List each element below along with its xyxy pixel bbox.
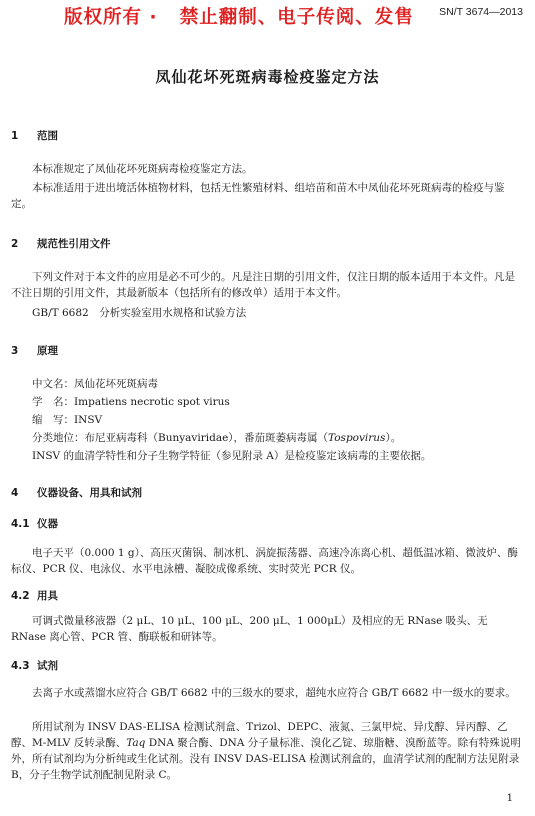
reagents-list-part-1: 所用试剂为 INSV DAS-ELISA 检测试剂盒、Trizol、DEPC、液氮、三氯甲烷、异戊醇、异丙醇、乙醇、M-MLV 反转录酶、 [11, 721, 508, 749]
subsection-4-1-heading [11, 516, 58, 531]
chinese-name: 中文名：凤仙花坏死斑病毒 [32, 378, 158, 390]
document-title: 凤仙花坏死斑病毒检疫鉴定方法 [155, 68, 380, 86]
section-2-heading [11, 236, 111, 251]
section-1-paragraph-1: 本标准规定了凤仙花坏死斑病毒检疫鉴定方法。 [32, 163, 253, 175]
subsection-title: 试剂 [37, 660, 58, 672]
classification-end: ）。 [385, 432, 402, 444]
subsection-number: 4.3 [11, 660, 30, 672]
abbreviation: 缩 写：INSV [32, 414, 103, 426]
section-title: 仪器设备、用具和试剂 [37, 487, 142, 499]
reagents-list-text [11, 719, 523, 783]
classification-text: 分类地位：布尼亚病毒科（Bunyaviridae），番茄斑萎病毒属（ [32, 432, 329, 444]
subsection-title: 仪器 [37, 518, 58, 530]
section-3-heading [11, 343, 58, 358]
genus-name: Tospovirus [328, 432, 386, 444]
scientific-name [11, 394, 535, 410]
identification-basis: INSV 的血清学特性和分子生物学特征（参见附录 A）是检疫鉴定该病毒的主要依据。 [32, 450, 432, 462]
standard-number: SN/T 3674—2013 [439, 6, 523, 18]
page-number: 1 [506, 793, 513, 804]
tools-text: 可调式微量移液器（2 μL、10 μL、100 μL、200 μL、1 000μL）及相应的无 RNase 吸头、无 RNase 离心管、PCR 管、酶联板和研钵等。 [11, 615, 488, 643]
section-title: 规范性引用文件 [37, 238, 111, 250]
subsection-number: 4.2 [11, 590, 30, 602]
section-4-heading [11, 485, 142, 500]
classification [11, 430, 535, 446]
subsection-title: 用具 [37, 590, 58, 602]
reagents-list-part-2: DNA 聚合酶、DNA 分子量标准、溴化乙锭、琼脂糖、溴酚蓝等。除有特殊说明外，所有试剂均为分析纯或生化试剂。没有 INSV DAS-ELISA 检测试剂盒的，血清学试剂的配制方法见附录 B，分子生物学试剂配制见附录 C。 [11, 737, 521, 781]
instruments-text: 电子天平（0.000 1 g）、高压灭菌锅、制冰机、涡旋振荡器、高速冷冻离心机、超低温冰箱、微波炉、酶标仪、PCR 仪、电泳仪、水平电泳槽、凝胶成像系统、实时荧光 PCR 仪。 [11, 547, 518, 575]
taq-italic: Taq [126, 737, 146, 749]
scientific-name-value: Impatiens necrotic spot virus [74, 396, 230, 408]
section-number: 3 [11, 345, 19, 357]
subsection-4-2-heading [11, 588, 58, 603]
section-number: 4 [11, 487, 19, 499]
section-title: 原理 [37, 345, 58, 357]
section-1-heading [11, 128, 58, 143]
section-number: 2 [11, 238, 19, 250]
subsection-number: 4.1 [11, 518, 30, 530]
section-title: 范围 [37, 130, 58, 142]
copyright-watermark: 版权所有 · 禁止翻制、电子传阅、发售 [64, 7, 414, 28]
section-number: 1 [11, 130, 19, 142]
section-1-paragraph-2: 本标准适用于进出境活体植物材料，包括无性繁殖材料、组培苗和苗木中凤仙花坏死斑病毒的检疫与鉴定。 [11, 182, 505, 210]
normative-reference: GB/T 6682 分析实验室用水规格和试验方法 [32, 307, 247, 319]
scientific-name-label: 学 名： [32, 396, 74, 408]
subsection-4-3-heading [11, 658, 58, 673]
reagents-water-text: 去离子水或蒸馏水应符合 GB/T 6682 中的三级水的要求，超纯水应符合 GB/T 6682 中一级水的要求。 [32, 687, 516, 699]
section-2-paragraph: 下列文件对于本文件的应用是必不可少的。凡是注日期的引用文件，仅注日期的版本适用于本文件。凡是不注日期的引用文件，其最新版本（包括所有的修改单）适用于本文件。 [11, 271, 515, 299]
